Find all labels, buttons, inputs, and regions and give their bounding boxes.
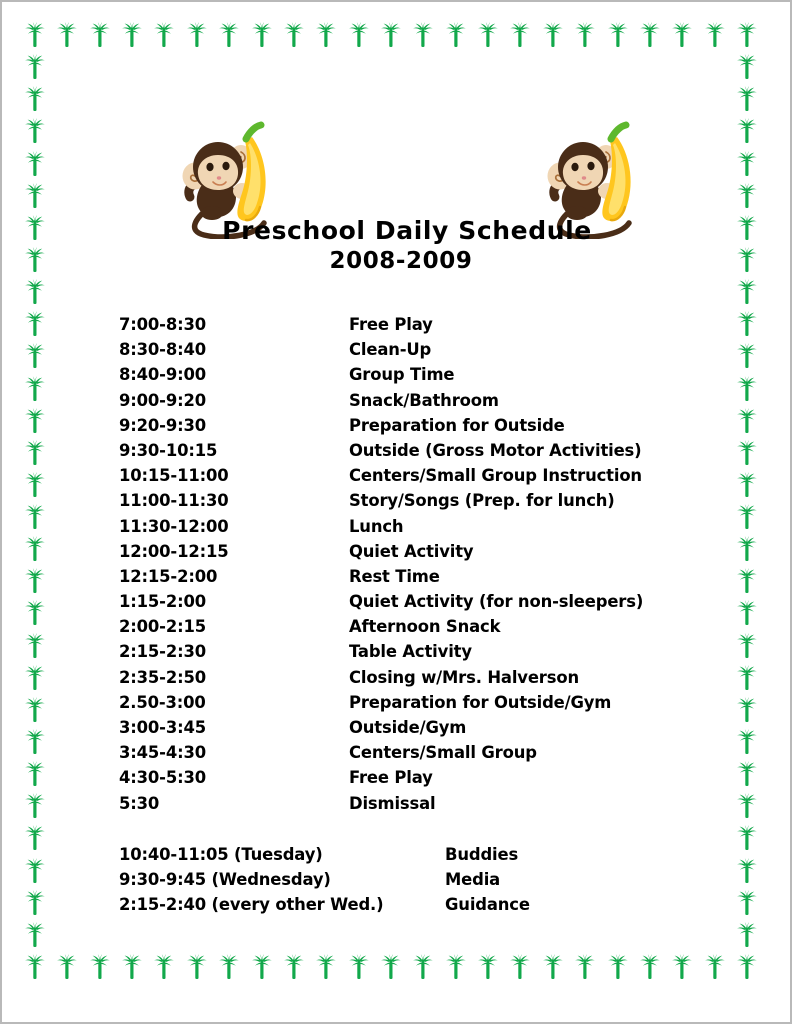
schedule-row xyxy=(119,715,719,740)
schedule-activity-cell xyxy=(349,715,719,740)
schedule-time-text: 2.50-3:00 xyxy=(119,692,206,712)
schedule-time-cell xyxy=(119,639,349,664)
schedule-row xyxy=(119,413,719,438)
palm-tree-icon xyxy=(734,86,760,112)
schedule-activity-cell xyxy=(349,488,719,513)
palm-tree-icon xyxy=(22,600,48,626)
palm-tree-icon xyxy=(22,890,48,916)
palm-tree-icon xyxy=(22,761,48,787)
special-event-label-cell xyxy=(445,892,719,917)
palm-tree-icon xyxy=(734,858,760,884)
schedule-activity-text: Centers/Small Group Instruction xyxy=(349,466,642,486)
schedule-time-cell xyxy=(119,665,349,690)
palm-tree-icon xyxy=(22,311,48,337)
palm-tree-icon xyxy=(22,536,48,562)
palm-tree-icon xyxy=(281,954,307,980)
palm-tree-icon xyxy=(410,954,436,980)
palm-tree-icon xyxy=(22,118,48,144)
schedule-activity-text: Dismissal xyxy=(349,793,436,813)
schedule-activity-cell xyxy=(349,589,719,614)
schedule-activity-text: Preparation for Outside xyxy=(349,415,565,435)
palm-tree-icon xyxy=(22,729,48,755)
palm-tree-icon xyxy=(734,729,760,755)
palm-tree-icon xyxy=(378,954,404,980)
special-event-time-cell xyxy=(119,842,445,867)
schedule-time-cell xyxy=(119,312,349,337)
schedule-activity-text: Afternoon Snack xyxy=(349,617,501,637)
palm-tree-icon xyxy=(734,793,760,819)
schedule-activity-cell xyxy=(349,564,719,589)
palm-tree-icon xyxy=(734,22,760,48)
palm-tree-icon xyxy=(443,954,469,980)
schedule-time-cell xyxy=(119,765,349,790)
palm-tree-icon xyxy=(378,22,404,48)
palm-tree-icon xyxy=(734,151,760,177)
special-event-time-cell xyxy=(119,892,445,917)
palm-tree-icon xyxy=(22,633,48,659)
schedule-activity-text: Outside (Gross Motor Activities) xyxy=(349,440,642,460)
palm-tree-icon xyxy=(22,86,48,112)
schedule-row xyxy=(119,388,719,413)
palm-tree-icon xyxy=(734,54,760,80)
title-main-line: Preschool Daily Schedule xyxy=(222,216,592,245)
palm-tree-icon xyxy=(22,408,48,434)
palm-tree-icon xyxy=(22,665,48,691)
palm-tree-icon xyxy=(734,343,760,369)
schedule-row xyxy=(119,740,719,765)
schedule-activity-cell xyxy=(349,337,719,362)
special-event-time-cell xyxy=(119,867,445,892)
schedule-activity-text: Rest Time xyxy=(349,566,440,586)
title-school-year: 2008-2009 xyxy=(329,248,473,274)
schedule-time-text: 9:00-9:20 xyxy=(119,390,206,410)
schedule-activity-text: Lunch xyxy=(349,516,404,536)
special-event-label-text: Buddies xyxy=(445,845,519,864)
palm-tree-icon xyxy=(184,954,210,980)
schedule-activity-text: Quiet Activity (for non-sleepers) xyxy=(349,592,644,612)
schedule-row xyxy=(119,765,719,790)
palm-tree-icon xyxy=(605,954,631,980)
schedule-row xyxy=(119,488,719,513)
palm-tree-icon xyxy=(410,22,436,48)
special-event-label-cell xyxy=(445,867,719,892)
palm-tree-icon xyxy=(572,954,598,980)
schedule-time-cell xyxy=(119,564,349,589)
palm-tree-icon xyxy=(734,408,760,434)
palm-tree-icon xyxy=(54,954,80,980)
schedule-row xyxy=(119,337,719,362)
palm-tree-icon xyxy=(669,22,695,48)
schedule-row xyxy=(119,463,719,488)
palm-tree-icon xyxy=(313,22,339,48)
schedule-time-text: 3:00-3:45 xyxy=(119,718,206,737)
schedule-row xyxy=(119,539,719,564)
palm-tree-icon xyxy=(572,22,598,48)
palm-tree-icon xyxy=(475,22,501,48)
schedule-activity-cell xyxy=(349,791,719,816)
schedule-time-cell xyxy=(119,589,349,614)
schedule-time-text: 4:30-5:30 xyxy=(119,768,206,788)
palm-tree-icon xyxy=(507,954,533,980)
schedule-row xyxy=(119,791,719,816)
page-title xyxy=(2,216,792,276)
schedule-time-text: 8:40-9:00 xyxy=(119,365,206,385)
palm-tree-icon xyxy=(540,954,566,980)
palm-tree-icon xyxy=(281,22,307,48)
schedule-activity-text: Closing w/Mrs. Halverson xyxy=(349,667,579,687)
palm-tree-icon xyxy=(346,954,372,980)
schedule-activity-cell xyxy=(349,614,719,639)
schedule-activity-cell xyxy=(349,740,719,765)
schedule-time-cell xyxy=(119,690,349,715)
schedule-activity-text: Quiet Activity xyxy=(349,541,474,561)
schedule-time-cell xyxy=(119,463,349,488)
schedule-time-text: 2:15-2:30 xyxy=(119,642,206,662)
schedule-time-text: 12:15-2:00 xyxy=(119,566,218,586)
palm-tree-icon xyxy=(637,22,663,48)
palm-tree-icon xyxy=(734,633,760,659)
palm-tree-icon xyxy=(734,183,760,209)
schedule-time-text: 8:30-8:40 xyxy=(119,340,206,360)
schedule-activity-cell xyxy=(349,539,719,564)
palm-tree-icon xyxy=(119,954,145,980)
palm-tree-icon xyxy=(734,761,760,787)
schedule-activity-cell xyxy=(349,463,719,488)
schedule-activity-cell xyxy=(349,413,719,438)
palm-tree-icon xyxy=(22,472,48,498)
schedule-activity-cell xyxy=(349,639,719,664)
palm-tree-icon xyxy=(22,954,48,980)
palm-tree-icon xyxy=(734,697,760,723)
palm-tree-icon xyxy=(475,954,501,980)
palm-tree-icon xyxy=(540,22,566,48)
palm-tree-icon xyxy=(22,151,48,177)
special-event-row xyxy=(119,892,719,917)
palm-tree-icon xyxy=(87,954,113,980)
palm-tree-icon xyxy=(734,311,760,337)
special-event-time-text: 9:30-9:45 (Wednesday) xyxy=(119,870,331,890)
schedule-time-text: 5:30 xyxy=(119,793,160,813)
schedule-time-text: 1:15-2:00 xyxy=(119,592,206,612)
palm-tree-icon xyxy=(151,22,177,48)
special-event-row xyxy=(119,867,719,892)
palm-tree-icon xyxy=(734,922,760,948)
schedule-time-text: 12:00-12:15 xyxy=(119,541,229,561)
palm-tree-icon xyxy=(22,825,48,851)
schedule-activity-text: Preparation for Outside/Gym xyxy=(349,692,612,712)
palm-tree-icon xyxy=(87,22,113,48)
schedule-time-text: 11:30-12:00 xyxy=(119,516,229,536)
palm-tree-icon xyxy=(443,22,469,48)
palm-tree-icon xyxy=(249,954,275,980)
special-event-time-text: 10:40-11:05 (Tuesday) xyxy=(119,845,323,864)
schedule-time-cell xyxy=(119,514,349,539)
schedule-time-cell xyxy=(119,337,349,362)
palm-tree-icon xyxy=(669,954,695,980)
palm-tree-icon xyxy=(605,22,631,48)
schedule-time-text: 3:45-4:30 xyxy=(119,743,206,763)
palm-tree-icon xyxy=(22,440,48,466)
palm-tree-icon xyxy=(22,183,48,209)
palm-tree-icon xyxy=(22,343,48,369)
palm-tree-icon xyxy=(249,22,275,48)
schedule-row xyxy=(119,639,719,664)
schedule-activity-cell xyxy=(349,690,719,715)
palm-tree-icon xyxy=(734,472,760,498)
schedule-activity-text: Centers/Small Group xyxy=(349,743,537,763)
schedule-row xyxy=(119,589,719,614)
palm-tree-icon xyxy=(734,504,760,530)
schedule-activity-cell xyxy=(349,514,719,539)
palm-tree-icon xyxy=(637,954,663,980)
palm-tree-icon xyxy=(702,22,728,48)
schedule-activity-text: Snack/Bathroom xyxy=(349,390,499,410)
schedule-activity-text: Free Play xyxy=(349,768,433,788)
palm-tree-icon xyxy=(22,376,48,402)
special-event-label-text: Guidance xyxy=(445,895,530,915)
palm-tree-icon xyxy=(22,697,48,723)
palm-tree-icon xyxy=(734,376,760,402)
schedule-activity-text: Story/Songs (Prep. for lunch) xyxy=(349,491,615,511)
schedule-time-text: 2:35-2:50 xyxy=(119,667,206,687)
palm-tree-icon xyxy=(22,504,48,530)
schedule-time-cell xyxy=(119,388,349,413)
palm-tree-icon xyxy=(216,22,242,48)
schedule-row xyxy=(119,665,719,690)
palm-tree-icon xyxy=(22,568,48,594)
palm-tree-icon xyxy=(734,600,760,626)
palm-tree-icon xyxy=(507,22,533,48)
palm-tree-icon xyxy=(54,22,80,48)
schedule-activity-text: Clean-Up xyxy=(349,340,432,360)
special-event-label-text: Media xyxy=(445,870,501,890)
schedule-time-cell xyxy=(119,715,349,740)
schedule-time-cell xyxy=(119,362,349,387)
schedule-time-cell xyxy=(119,740,349,765)
schedule-activity-text: Free Play xyxy=(349,315,433,334)
special-event-row xyxy=(119,842,719,867)
schedule-activity-cell xyxy=(349,765,719,790)
schedule-row xyxy=(119,312,719,337)
schedule-activity-cell xyxy=(349,362,719,387)
schedule-time-cell xyxy=(119,791,349,816)
schedule-activity-text: Outside/Gym xyxy=(349,718,467,737)
palm-tree-icon xyxy=(702,954,728,980)
weekly-special-events-list xyxy=(119,842,719,918)
schedule-activity-text: Group Time xyxy=(349,365,455,385)
palm-tree-icon xyxy=(22,793,48,819)
schedule-time-text: 9:30-10:15 xyxy=(119,440,218,460)
schedule-time-cell xyxy=(119,539,349,564)
palm-tree-icon xyxy=(151,954,177,980)
palm-tree-icon xyxy=(216,954,242,980)
schedule-time-cell xyxy=(119,413,349,438)
palm-tree-icon xyxy=(734,665,760,691)
schedule-row xyxy=(119,690,719,715)
schedule-time-text: 2:00-2:15 xyxy=(119,617,206,637)
palm-tree-icon xyxy=(734,440,760,466)
daily-schedule-list xyxy=(119,312,719,816)
palm-tree-icon xyxy=(22,279,48,305)
schedule-row xyxy=(119,564,719,589)
schedule-row xyxy=(119,514,719,539)
schedule-time-cell xyxy=(119,488,349,513)
palm-tree-icon xyxy=(734,568,760,594)
palm-tree-icon xyxy=(734,825,760,851)
palm-tree-icon xyxy=(734,890,760,916)
special-event-label-cell xyxy=(445,842,719,867)
schedule-row xyxy=(119,614,719,639)
palm-tree-icon xyxy=(184,22,210,48)
palm-tree-icon xyxy=(734,279,760,305)
schedule-activity-cell xyxy=(349,312,719,337)
schedule-activity-text: Table Activity xyxy=(349,642,472,662)
palm-tree-icon xyxy=(734,536,760,562)
palm-tree-icon xyxy=(313,954,339,980)
palm-tree-icon xyxy=(22,22,48,48)
schedule-activity-cell xyxy=(349,388,719,413)
schedule-row xyxy=(119,438,719,463)
special-event-time-text: 2:15-2:40 (every other Wed.) xyxy=(119,895,384,915)
schedule-time-cell xyxy=(119,438,349,463)
schedule-time-text: 11:00-11:30 xyxy=(119,491,229,511)
schedule-row xyxy=(119,362,719,387)
schedule-activity-cell xyxy=(349,665,719,690)
palm-tree-icon xyxy=(734,954,760,980)
schedule-time-text: 9:20-9:30 xyxy=(119,415,206,435)
palm-tree-icon xyxy=(346,22,372,48)
schedule-time-text: 7:00-8:30 xyxy=(119,315,206,334)
palm-tree-icon xyxy=(119,22,145,48)
schedule-time-cell xyxy=(119,614,349,639)
schedule-time-text: 10:15-11:00 xyxy=(119,466,229,486)
palm-tree-icon xyxy=(22,54,48,80)
schedule-activity-cell xyxy=(349,438,719,463)
palm-tree-icon xyxy=(22,922,48,948)
palm-tree-icon xyxy=(734,118,760,144)
palm-tree-icon xyxy=(22,858,48,884)
